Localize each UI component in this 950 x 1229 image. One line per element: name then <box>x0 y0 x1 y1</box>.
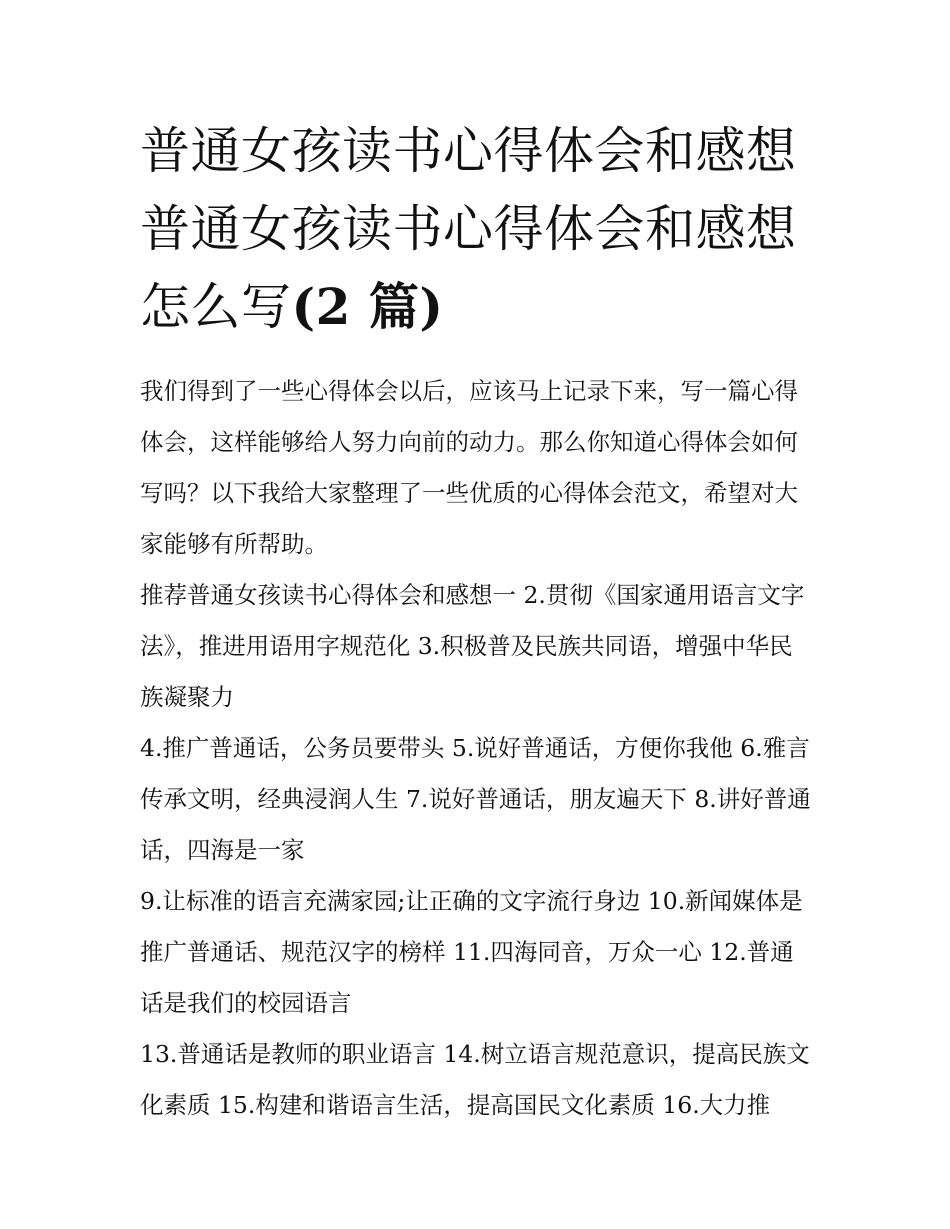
title-line-1: 普通女孩读书心得体会和感想 <box>140 122 797 180</box>
title-line-3 <box>140 268 812 346</box>
document-body <box>140 366 812 1131</box>
paragraph-1: 推荐普通女孩读书心得体会和感想一 2.贯彻《国家通用语言文字法》，推进用语用字规范化 3.积极普及民族共同语，增强中华民族凝聚力 <box>140 581 805 711</box>
document-page <box>140 112 812 1131</box>
title-line-2-text: 普通女孩读书心得体会和感想 <box>140 200 797 258</box>
paragraph-intro: 我们得到了一些心得体会以后，应该马上记录下来，写一篇心得体会，这样能够给人努力向前的动力。那么你知道心得体会如何写吗？以下我给大家整理了一些优质的心得体会范文，希望对大家能够有所帮助。 <box>140 377 798 558</box>
paragraph-2: 4.推广普通话，公务员要带头 5.说好普通话，方便你我他 6.雅言传承文明，经典浸润人生 7.说好普通话，朋友遍天下 8.讲好普通话，四海是一家 <box>140 734 811 864</box>
title-line-3-text: 怎么写 <box>140 278 292 336</box>
document-title <box>140 112 812 346</box>
paragraph-3: 9.让标准的语言充满家园;让正确的文字流行身边 10.新闻媒体是推广普通话、规范汉字的榜样 11.四海同音，万众一心 12.普通话是我们的校园语言 <box>140 887 803 1017</box>
paragraph-4: 13.普通话是教师的职业语言 14.树立语言规范意识，提高民族文化素质 15.构建和谐语言生活，提高国民文化素质 16.大力推 <box>140 1040 810 1119</box>
title-line-2 <box>140 190 812 268</box>
title-count: (2 篇) <box>291 277 444 336</box>
